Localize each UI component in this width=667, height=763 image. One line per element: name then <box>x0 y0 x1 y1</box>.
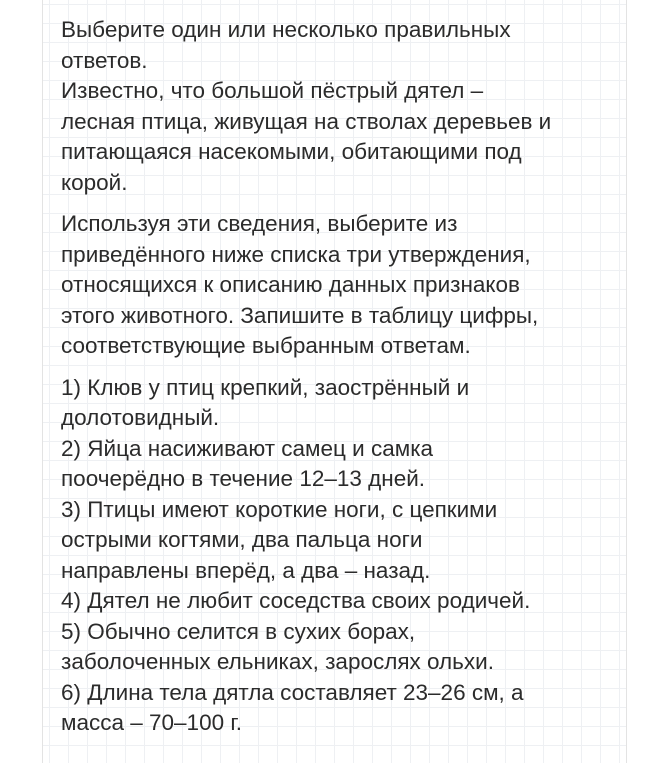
task-text <box>61 15 627 739</box>
text-line: этого животного. Запишите в таблицу цифры, <box>61 302 539 328</box>
text-line: относящихся к описанию данных признаков <box>61 272 520 297</box>
text-line: корой. <box>61 169 128 195</box>
option-line: 5) Обычно селится в сухих борах, <box>61 618 416 644</box>
text-line: приведённого ниже списка три утверждения, <box>61 241 531 267</box>
text-line: ответов. <box>61 47 148 73</box>
task-instruction <box>61 15 627 198</box>
option-line: долотовидный. <box>61 405 220 430</box>
option-line: 1) Клюв у птиц крепкий, заострённый и <box>61 374 470 400</box>
text-line: Используя эти сведения, выберите из <box>61 211 458 236</box>
text-line: питающаяся насекомыми, обитающими под <box>61 139 522 164</box>
option-line: острыми когтями, два пальца ноги <box>61 527 423 552</box>
text-line: соответствующие выбранным ответам. <box>61 333 471 358</box>
answer-options <box>61 373 627 739</box>
option-line: заболоченных ельниках, зарослях ольхи. <box>61 649 494 674</box>
option-line: масса – 70–100 г. <box>61 710 243 735</box>
option-line: 2) Яйца насиживают самец и самка <box>61 435 434 461</box>
text-line: Известно, что большой пёстрый дятел – <box>61 78 484 103</box>
task-question <box>61 209 627 362</box>
text-line: лесная птица, живущая на стволах деревьев и <box>61 108 552 134</box>
option-line: направлены вперёд, а два – назад. <box>61 557 431 583</box>
option-line: 4) Дятел не любит соседства своих родичей. <box>61 588 531 613</box>
option-line: 6) Длина тела дятла составляет 23–26 см, а <box>61 679 524 705</box>
option-line: 3) Птицы имеют короткие ноги, с цепкими <box>61 496 498 522</box>
option-line: поочерёдно в течение 12–13 дней. <box>61 466 426 491</box>
text-line: Выберите один или несколько правильных <box>61 17 511 42</box>
